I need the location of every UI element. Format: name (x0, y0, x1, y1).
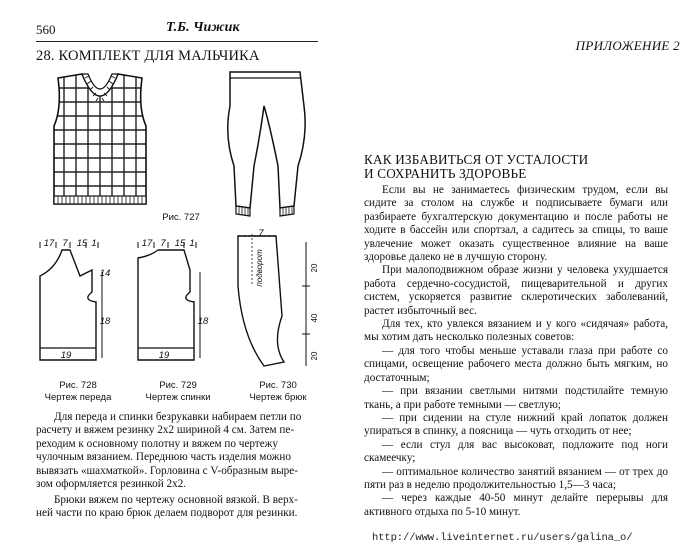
pants-number-1: 20 (310, 263, 319, 273)
article-title (364, 153, 664, 181)
body-paragraph-1-line: вывязать «шахматкой». Горловина с V-образным выре- (36, 464, 298, 477)
fig730-title: Чертеж брюк (249, 392, 307, 403)
fig729-number: Рис. 729 (159, 380, 197, 391)
article-paragraph: — при вязании светлыми нитями подстилайте темную ткань, а при работе темными — светлую; (364, 385, 668, 411)
body-paragraph-1-line: зом оформляется резинкой 2x2. (36, 478, 187, 491)
body-paragraph-1-line: Для переда и спинки безрукавки набираем петли по (54, 411, 302, 423)
pants-width-label: 7 (258, 228, 264, 239)
article-title-line-2: И СОХРАНИТЬ ЗДОРОВЬЕ (364, 166, 527, 181)
pants-number-2: 40 (310, 313, 319, 323)
running-head-appendix: ПРИЛОЖЕНИЕ 2 (575, 38, 680, 53)
back-top-label-1: 17 (141, 238, 153, 249)
fig729-title: Чертеж спинки (145, 392, 211, 403)
page-number: 560 (36, 22, 56, 37)
fig727-caption: Рис. 727 (162, 212, 200, 223)
watermark-url[interactable]: http://www.liveinternet.ru/users/galina_o/ (372, 532, 633, 544)
back-bottom-label: 19 (158, 350, 170, 361)
pants-label-fold: подворот (255, 249, 264, 287)
article-title-line-1: КАК ИЗБАВИТЬСЯ ОТ УСТАЛОСТИ (364, 152, 589, 167)
front-side-label-1: 14 (99, 268, 111, 279)
vest-illustration (40, 68, 160, 218)
fig728-number: Рис. 728 (59, 380, 97, 391)
body-paragraph-1-line: чулочным вязанием. Переднюю часть изделия можно (36, 451, 291, 464)
pants-number-3: 20 (310, 351, 319, 361)
back-draft (134, 236, 214, 366)
body-paragraph-2 (36, 494, 318, 521)
back-top-label-4: 1 (189, 238, 195, 249)
front-top-label-3: 15 (76, 238, 88, 249)
body-paragraph-2-line: Брюки вяжем по чертежу основной вязкой. В верх- (54, 494, 298, 506)
article-paragraph: — через каждые 40-50 минут делайте перерывы для активного отдыха по 5-10 минут. (364, 492, 668, 518)
front-draft (36, 236, 116, 366)
back-top-label-3: 15 (174, 238, 186, 249)
article-paragraph: — для того чтобы меньше уставали глаза при работе со спицами, освещение рабочего места должно быть мягким, но достаточным; (364, 344, 668, 384)
front-bottom-label: 19 (60, 350, 72, 361)
front-top-label-2: 7 (62, 238, 68, 249)
article-paragraph: — оптимальное количество занятий вязанием — от трех до пяти раз в неделю продолжительностью 1,5—3 часа; (364, 465, 668, 491)
front-top-label-1: 17 (43, 238, 55, 249)
body-paragraph-1-line: реходим к основному полотну и вяжем по чертежу (36, 437, 278, 450)
fig728-caption (36, 380, 120, 404)
back-side-label: 18 (197, 316, 209, 327)
running-head-author: Т.Б. Чижик (166, 20, 240, 35)
article-paragraph: — если стул для вас высоковат, подложите под ноги скамеечку; (364, 438, 668, 465)
front-side-label-2: 18 (99, 316, 111, 327)
article-paragraph: — при сидении на стуле нижний край лопаток должен упираться в спинку, а поясница — чуть отходить от нее; (364, 411, 668, 438)
body-paragraph-1-line: расчету и вяжем резинку 2x2 шириной 4 см. Затем пе- (36, 424, 295, 437)
right-page (350, 0, 700, 551)
fig730-number: Рис. 730 (259, 380, 297, 391)
back-top-label-2: 7 (160, 238, 166, 249)
fig730-caption (236, 380, 320, 404)
header-rule (36, 41, 318, 42)
article-body (364, 184, 668, 519)
article-paragraph: Если вы не занимаетесь физическим трудом, если вы сидите за столом на службе и подписываете бумаги или разбираете бухгалтерскую документацию и после работы не ходите в бассейн или спортзал, а садитесь за спицы, то ваше увлечение может оказать существенное влияние на ваше здоровье далеко не в лучшую сторону. (364, 184, 668, 264)
pants-illustration (222, 66, 312, 226)
body-paragraph-1 (36, 411, 318, 491)
front-top-label-4: 1 (91, 238, 97, 249)
article-paragraph: Для тех, кто увлекся вязанием и у кого «сидячая» работа, мы хотим дать несколько полезных советов: (364, 318, 668, 344)
body-paragraph-2-line: ней части по краю брюк делаем подворот для резинки. (36, 507, 298, 520)
fig728-title: Чертеж переда (44, 392, 112, 403)
fig729-caption (136, 380, 220, 404)
section-title: 28. КОМПЛЕКТ ДЛЯ МАЛЬЧИКА (36, 48, 260, 64)
article-paragraph: При малоподвижном образе жизни у человека ухудшается работа сердечно-сосудистой, пищеварительной и других систем, ускоряется развитие склеротических заболеваний, растет избыточный вес. (364, 264, 668, 317)
